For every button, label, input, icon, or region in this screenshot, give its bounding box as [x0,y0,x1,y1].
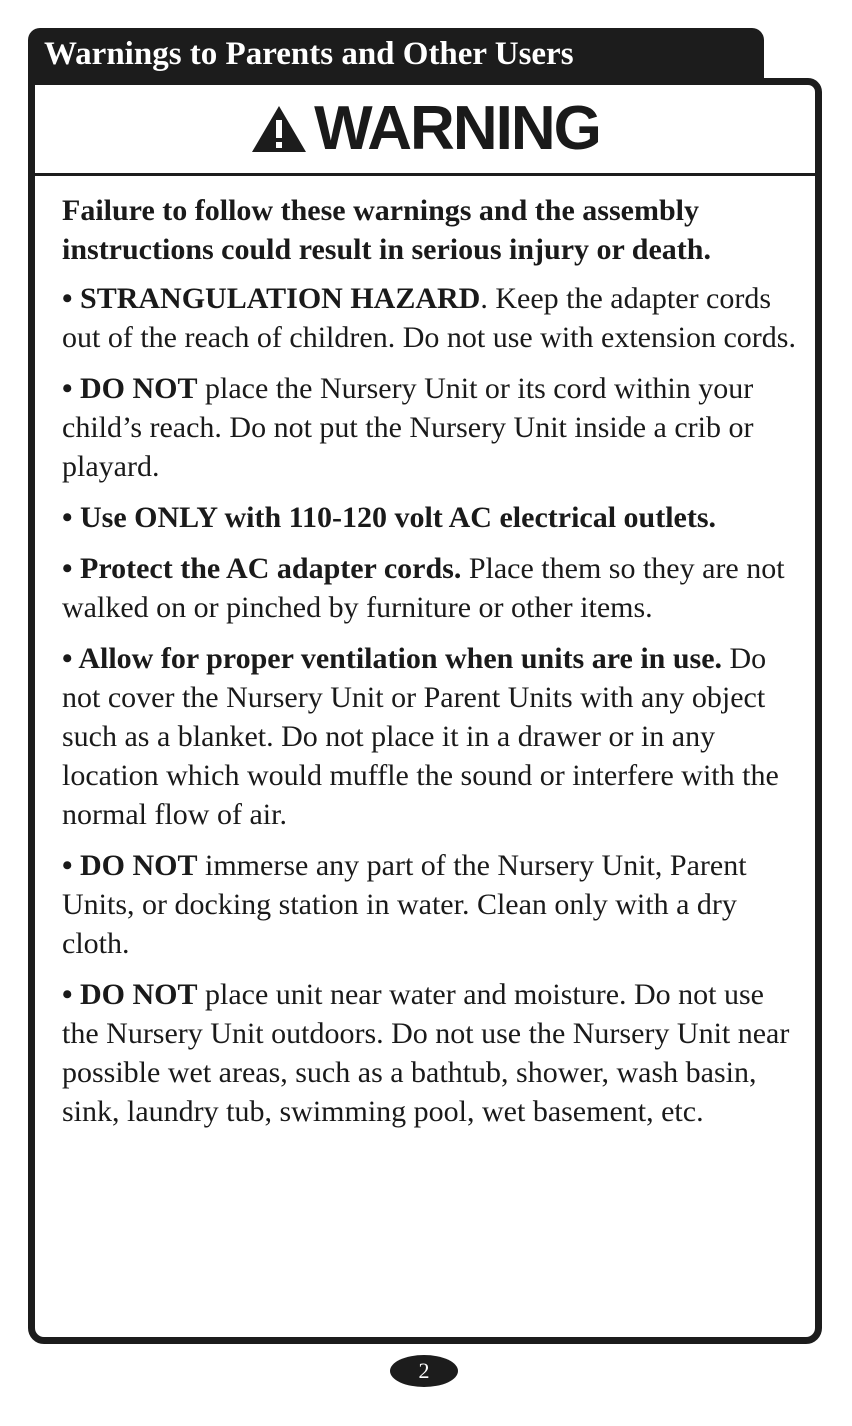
warning-box [28,78,822,1344]
warning-item-strangulation [62,279,805,357]
warning-item-immerse [62,846,805,963]
warning-item-voltage [62,498,805,537]
warning-sign [250,94,600,163]
warning-lead: • DO NOT [62,372,198,405]
warning-item-ventilation [62,639,805,834]
warning-triangle-icon [250,104,308,154]
warning-lead: • DO NOT [62,849,198,882]
intro-statement: Failure to follow these warnings and the assembly instructions could result in serious injury or death. [62,194,711,266]
warning-item-moisture [62,975,805,1131]
warning-item-reach [62,369,805,486]
warning-lead: • Use ONLY with 110-120 volt AC electrical outlets. [62,501,717,534]
warning-lead: • Allow for proper ventilation when units are in use. [62,642,723,675]
warning-text: place the Nursery Unit or its cord within your child’s reach. Do not put the Nursery Unit inside a crib or playard. [62,372,754,483]
warning-lead: • STRANGULATION HAZARD [62,282,481,315]
page-number-badge: 2 [390,1355,458,1387]
warning-content [62,191,805,1143]
warning-text: Place them so they are not walked on or pinched by furniture or other items. [62,552,785,624]
warning-banner [35,85,815,176]
warning-label: WARNING [314,94,600,163]
warning-text: place unit near water and moisture. Do not use the Nursery Unit outdoors. Do not use the Nursery Unit near possible wet areas, such as a bathtub, shower, wash basin, sink, laundry tub, swimming pool, wet basement, etc. [62,978,790,1128]
section-title: Warnings to Parents and Other Users [44,36,574,72]
warning-lead: • DO NOT [62,978,198,1011]
warning-text: immerse any part of the Nursery Unit, Parent Units, or docking station in water. Clean only with a dry cloth. [62,849,747,960]
warning-text: . Keep the adapter cords out of the reach of children. Do not use with extension cords. [62,282,796,354]
warning-item-adapter-cords [62,549,805,627]
warning-text: Do not cover the Nursery Unit or Parent Units with any object such as a blanket. Do not place it in a drawer or in any location which would muffle the sound or interfere with the normal flow of air. [62,642,779,831]
warning-lead: • Protect the AC adapter cords. [62,552,462,585]
